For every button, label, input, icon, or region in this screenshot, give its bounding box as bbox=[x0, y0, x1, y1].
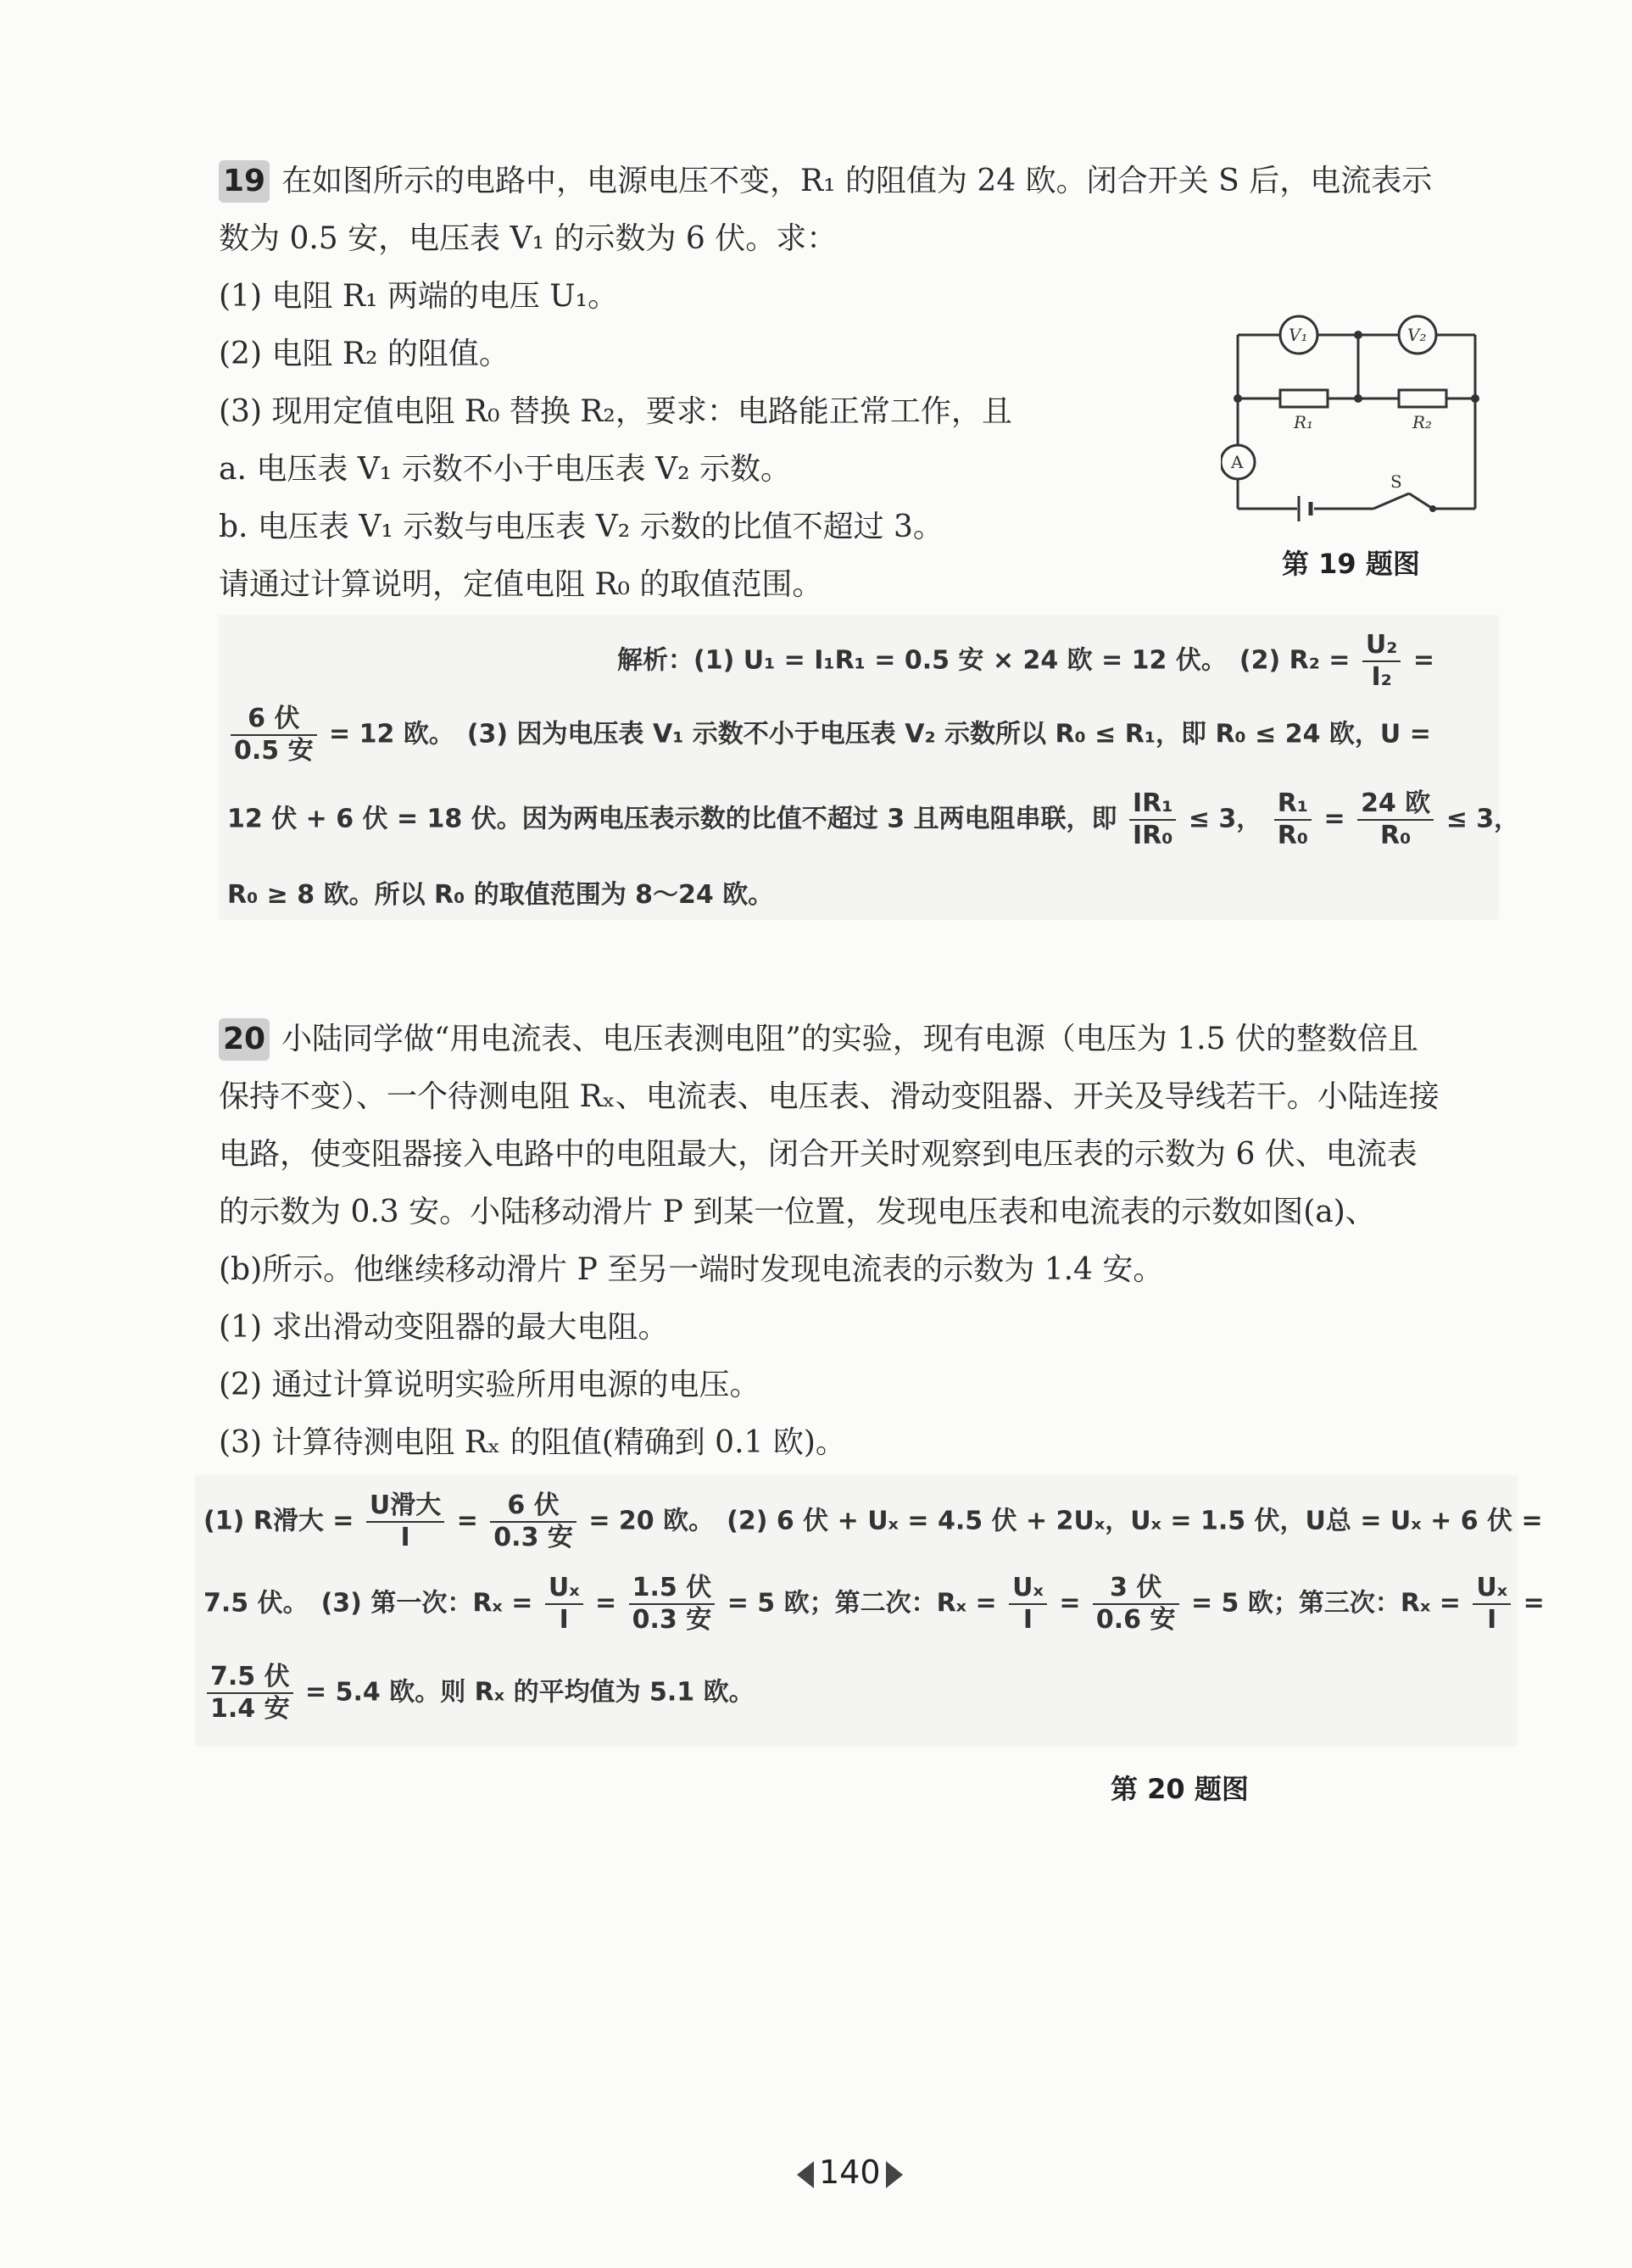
fraction-7.5v-1.4a bbox=[207, 1662, 293, 1725]
question-19 bbox=[219, 153, 1490, 268]
fraction-24-r0 bbox=[1357, 789, 1434, 851]
fraction-numerator: U₂ bbox=[1362, 630, 1401, 662]
resistor-r1 bbox=[1280, 390, 1328, 407]
fraction-numerator: 7.5 伏 bbox=[207, 1662, 293, 1694]
fraction-denominator: 1.4 安 bbox=[210, 1694, 290, 1724]
q19-item-a: a. 电压表 V₁ 示数不小于电压表 V₂ 示数。 bbox=[219, 452, 791, 487]
fraction-denominator: 0.6 安 bbox=[1095, 1605, 1176, 1635]
label-r1: R₁ bbox=[1294, 412, 1314, 432]
fraction-denominator: 0.3 安 bbox=[632, 1605, 712, 1635]
fraction-denominator: I bbox=[1487, 1605, 1497, 1635]
fraction-numerator: Uₓ bbox=[1473, 1573, 1511, 1605]
fraction-ux-i-2 bbox=[1009, 1573, 1047, 1636]
fraction-6v-0.5a bbox=[231, 704, 317, 766]
fraction-denominator: I bbox=[559, 1605, 569, 1635]
fraction-denominator: I bbox=[1022, 1605, 1033, 1635]
q20-figure-caption: 第 20 题图 bbox=[1111, 1773, 1249, 1805]
fraction-numerator: 6 伏 bbox=[490, 1491, 576, 1523]
fraction-3v-0.6a bbox=[1093, 1573, 1179, 1636]
q19-item-request: 请通过计算说明，定值电阻 R₀ 的取值范围。 bbox=[219, 567, 823, 602]
q20-answer-text-3: = 5.4 欧。则 Rₓ 的平均值为 5.1 欧。 bbox=[305, 1677, 755, 1708]
q20-text-1: 小陆同学做“用电流表、电压表测电阻”的实验，现有电源（电压为 1.5 伏的整数倍且 bbox=[281, 1022, 1418, 1056]
fraction-r1-r0 bbox=[1274, 789, 1312, 851]
q19-item-b: b. 电压表 V₁ 示数与电压表 V₂ 示数的比值不超过 3。 bbox=[219, 510, 944, 544]
q19-answer-block bbox=[219, 615, 1520, 920]
label-r2: R₂ bbox=[1412, 412, 1433, 432]
q19-text-1: 在如图所示的电路中，电源电压不变，R₁ 的阻值为 24 欧。闭合开关 S 后，电流表示 bbox=[281, 164, 1433, 198]
q19-answer-equals-3: = bbox=[1323, 804, 1345, 834]
q20-item-1: (1) 求出滑动变阻器的最大电阻。 bbox=[219, 1310, 669, 1345]
q20-line-4: 的示数为 0.3 安。小陆移动滑片 P 到某一位置，发现电压表和电流表的示数如图(a)、 bbox=[219, 1195, 1376, 1229]
label-a: A bbox=[1231, 452, 1244, 472]
q20-answer-equals-2a: = bbox=[595, 1588, 617, 1619]
fraction-numerator: R₁ bbox=[1274, 789, 1312, 821]
fraction-numerator: Uₓ bbox=[1009, 1573, 1047, 1605]
question-20 bbox=[219, 1011, 1490, 1299]
q19-answer-text-3: 12 伏 + 6 伏 = 18 伏。因为两电压表示数的比值不超过 3 且两电阻串联，即 bbox=[227, 804, 1117, 834]
q20-answer-row-1 bbox=[203, 1491, 1543, 1553]
fraction-numerator: U滑大 bbox=[366, 1491, 444, 1523]
label-s: S bbox=[1390, 471, 1402, 492]
fraction-ir1-ir0 bbox=[1129, 789, 1176, 851]
q19-item-2: (2) 电阻 R₂ 的阻值。 bbox=[219, 337, 510, 371]
q20-answer-row-3 bbox=[203, 1662, 755, 1725]
q20-answer-text-2c: = 5 欧；第三次：Rₓ = bbox=[1190, 1588, 1461, 1619]
fraction-numerator: 3 伏 bbox=[1093, 1573, 1179, 1605]
q19-line-1 bbox=[219, 153, 1490, 210]
fraction-u2-i2 bbox=[1362, 630, 1401, 693]
label-v2: V₂ bbox=[1407, 325, 1427, 345]
fraction-numerator: 24 欧 bbox=[1357, 789, 1434, 821]
left-arrow-icon bbox=[797, 2161, 814, 2188]
q19-circuit-diagram bbox=[1221, 305, 1501, 526]
q19-item-1: (1) 电阻 R₁ 两端的电压 U₁。 bbox=[219, 279, 619, 314]
q20-answer-equals-1: = bbox=[456, 1506, 478, 1536]
q20-item-3: (3) 计算待测电阻 Rₓ 的阻值(精确到 0.1 欧)。 bbox=[219, 1425, 846, 1460]
page-number-text: 140 bbox=[819, 2154, 881, 2191]
question-number-20: 20 bbox=[219, 1018, 270, 1061]
q20-answer-text-1: (1) R滑大 = bbox=[203, 1506, 354, 1536]
q19-answer-text-2: = 12 欧。 (3) 因为电压表 V₁ 示数不小于电压表 V₂ 示数所以 R₀ ≤ R₁，即 R₀ ≤ 24 欧，U = bbox=[329, 719, 1431, 749]
resistor-r2 bbox=[1399, 390, 1446, 407]
fraction-denominator: I bbox=[400, 1523, 410, 1552]
q19-answer-row-1 bbox=[617, 630, 1434, 693]
q20-answer-block bbox=[195, 1475, 1545, 1747]
fraction-numerator: IR₁ bbox=[1129, 789, 1176, 821]
question-number-19: 19 bbox=[219, 160, 270, 203]
fraction-1.5v-0.3a bbox=[629, 1573, 716, 1636]
q19-answer-row-2 bbox=[227, 704, 1431, 766]
q19-answer-equals-1: = bbox=[1412, 645, 1434, 676]
q20-answer-text-2: 7.5 伏。 (3) 第一次：Rₓ = bbox=[203, 1588, 533, 1619]
q20-answer-equals-2b: = bbox=[1059, 1588, 1081, 1619]
q19-answer-row-3 bbox=[227, 789, 1519, 851]
fraction-denominator: 0.5 安 bbox=[234, 736, 314, 766]
right-arrow-icon bbox=[886, 2161, 903, 2188]
q20-answer-equals-2c: = bbox=[1523, 1588, 1545, 1619]
page-number bbox=[797, 2154, 903, 2191]
q20-line-3: 电路，使变阻器接入电路中的电阻最大，闭合开关时观察到电压表的示数为 6 伏、电流表 bbox=[219, 1137, 1418, 1172]
q19-line-2: 数为 0.5 安，电压表 V₁ 的示数为 6 伏。求： bbox=[219, 221, 838, 256]
fraction-denominator: I₂ bbox=[1371, 662, 1392, 692]
q19-answer-text-1: 解析：(1) U₁ = I₁R₁ = 0.5 安 × 24 欧 = 12 伏。 (2) R₂ = bbox=[617, 645, 1351, 676]
q20-answer-text-1b: = 20 欧。 (2) 6 伏 + Uₓ = 4.5 伏 + 2Uₓ，Uₓ = 1.5 伏，U总 = Uₓ + 6 伏 = bbox=[588, 1506, 1543, 1536]
q19-answer-le-1: ≤ 3， bbox=[1188, 804, 1262, 834]
fraction-ux-i-3 bbox=[1473, 1573, 1511, 1636]
q19-item-3: (3) 现用定值电阻 R₀ 替换 R₂，要求：电路能正常工作，且 bbox=[219, 394, 1012, 429]
q20-line-1 bbox=[219, 1011, 1490, 1068]
fraction-numerator: 1.5 伏 bbox=[629, 1573, 716, 1605]
q19-answer-row-4: R₀ ≥ 8 欧。所以 R₀ 的取值范围为 8～24 欧。 bbox=[227, 880, 774, 910]
fraction-ux-i-1 bbox=[545, 1573, 583, 1636]
q20-line-5: (b)所示。他继续移动滑片 P 至另一端时发现电流表的示数为 1.4 安。 bbox=[219, 1252, 1164, 1287]
fraction-6v-0.3a bbox=[490, 1491, 576, 1553]
q20-line-2: 保持不变）、一个待测电阻 Rₓ、电流表、电压表、滑动变阻器、开关及导线若干。小陆连接 bbox=[219, 1079, 1440, 1114]
q20-item-2: (2) 通过计算说明实验所用电源的电压。 bbox=[219, 1368, 760, 1402]
fraction-denominator: 0.3 安 bbox=[493, 1523, 573, 1552]
fraction-numerator: 6 伏 bbox=[231, 704, 317, 736]
q19-figure-caption: 第 19 题图 bbox=[1282, 548, 1420, 580]
fraction-numerator: Uₓ bbox=[545, 1573, 583, 1605]
fraction-denominator: R₀ bbox=[1277, 821, 1309, 850]
q20-answer-row-2 bbox=[203, 1573, 1545, 1636]
fraction-denominator: IR₀ bbox=[1132, 821, 1173, 850]
fraction-umax-i bbox=[366, 1491, 444, 1553]
q20-answer-text-2b: = 5 欧；第二次：Rₓ = bbox=[727, 1588, 997, 1619]
fraction-denominator: R₀ bbox=[1380, 821, 1412, 850]
q19-answer-le-2: ≤ 3， bbox=[1445, 804, 1520, 834]
label-v1: V₁ bbox=[1289, 325, 1308, 345]
